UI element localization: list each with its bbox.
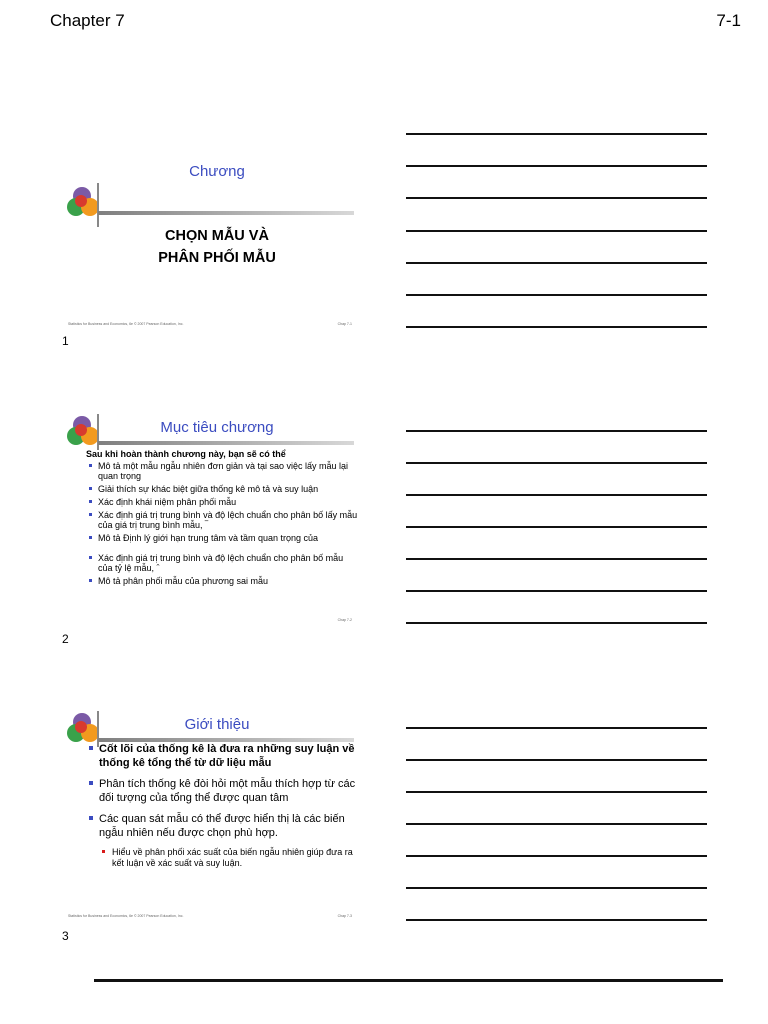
note-line: [406, 326, 707, 328]
slide-footer-copyright: Statistics for Business and Economics, 6e © 2007 Pearson Education, Inc.: [68, 914, 184, 918]
note-line: [406, 855, 707, 857]
slide-footer-chap: Chap 7-1: [337, 322, 352, 326]
page-bottom-rule: [94, 979, 723, 982]
slide-2: [62, 412, 358, 622]
slide-1: [62, 145, 358, 345]
note-line: [406, 919, 707, 921]
slide-number-1: 1: [62, 334, 69, 348]
note-line: [406, 230, 707, 232]
chapter-heading: [122, 225, 312, 269]
note-line: [406, 823, 707, 825]
note-line: [406, 727, 707, 729]
list-item: Mô tả một mẫu ngẫu nhiên đơn giản và tại sao việc lấy mẫu lại quan trọng: [98, 461, 358, 481]
list-subitem: Hiểu về phân phối xác suất của biến ngẫu nhiên giúp đưa ra kết luận về xác suất và suy luận.: [112, 847, 358, 869]
slide-title: Mục tiêu chương: [160, 419, 274, 436]
slide-rule: [98, 441, 354, 445]
slide-footer-copyright: Statistics for Business and Economics, 6e © 2007 Pearson Education, Inc.: [68, 322, 184, 326]
note-line: [406, 262, 707, 264]
note-line: [406, 791, 707, 793]
slide-3: [62, 710, 358, 918]
list-item: Xác định giá trị trung bình và độ lệch chuẩn cho phân bố mẫu của tỷ lệ mẫu, ˆ: [98, 553, 358, 573]
slide-title: Chương: [189, 163, 245, 180]
heading-line-1: CHỌN MẪU VÀ: [165, 228, 269, 244]
page-number: 7-1: [716, 11, 741, 30]
list-item: Phân tích thống kê đòi hỏi một mẫu thích hợp từ các đối tượng của tổng thể được quan tâm: [99, 777, 358, 805]
note-line: [406, 558, 707, 560]
chapter-label: Chapter 7: [50, 11, 125, 30]
objectives-intro: Sau khi hoàn thành chương này, bạn sẽ có thể: [86, 449, 286, 459]
list-item: Mô tả phân phối mẫu của phương sai mẫu: [98, 576, 358, 586]
note-line: [406, 494, 707, 496]
list-item: Cốt lõi của thống kê là đưa ra những suy luận về thống kê tổng thể từ dữ liệu mẫu: [99, 742, 358, 770]
note-line: [406, 165, 707, 167]
objectives-list: [86, 449, 358, 589]
slide-number-3: 3: [62, 929, 69, 943]
note-line: [406, 526, 707, 528]
list-item: Mô tả Định lý giới hạn trung tâm và tầm quan trọng của: [98, 533, 358, 543]
list-item: Xác định giá trị trung bình và độ lệch chuẩn cho phân bố lấy mẫu của giá trị trung bình mẫu, ‾: [98, 510, 358, 530]
slide-footer-chap: Chap 7-3: [337, 914, 352, 918]
note-line: [406, 887, 707, 889]
note-line: [406, 197, 707, 199]
note-line: [406, 590, 707, 592]
note-line: [406, 622, 707, 624]
note-line: [406, 462, 707, 464]
note-line: [406, 294, 707, 296]
list-item: Các quan sát mẫu có thể được hiển thị là các biến ngẫu nhiên nếu được chọn phù hợp.: [99, 812, 358, 840]
note-line: [406, 430, 707, 432]
slide-rule: [98, 211, 354, 215]
slide-number-2: 2: [62, 632, 69, 646]
slide-title: Giới thiệu: [184, 716, 250, 733]
heading-line-2: PHÂN PHỐI MẪU: [158, 250, 276, 266]
note-line: [406, 759, 707, 761]
slide-footer-chap: Chap 7-2: [337, 618, 352, 622]
list-item: Xác định khái niệm phân phối mẫu: [98, 497, 358, 507]
list-item: Giải thích sự khác biệt giữa thống kê mô tả và suy luận: [98, 484, 358, 494]
slide-divider: [97, 183, 99, 227]
note-line: [406, 133, 707, 135]
intro-list: [86, 742, 358, 876]
